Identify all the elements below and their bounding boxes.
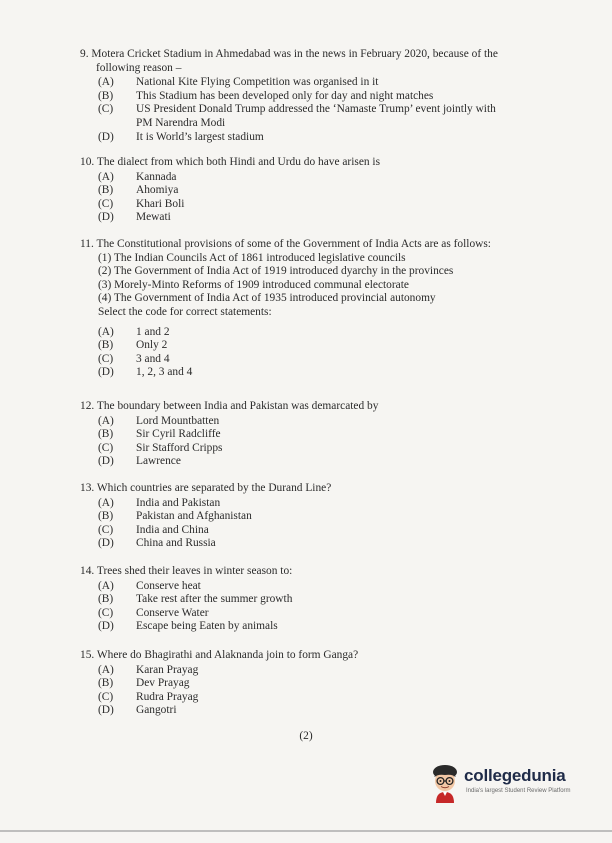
option-a: (A) India and Pakistan (98, 496, 221, 509)
option-a: (A) Conserve heat (98, 579, 201, 592)
question-number: 12. (80, 400, 95, 412)
statement-2: (2) The Government of India Act of 1919 introduced dyarchy in the provinces (98, 265, 454, 278)
question-text (80, 482, 550, 496)
option-d: (D) Mewati (98, 211, 171, 224)
option-b: (B) Dev Prayag (98, 677, 190, 690)
question-line: Which countries are separated by the Durand Line? (96, 482, 332, 494)
question-12 (80, 400, 550, 469)
option-c: (C) Rudra Prayag (98, 690, 199, 703)
option-d: (D) China and Russia (98, 537, 216, 550)
statement-3: (3) Morely-Minto Reforms of 1909 introduced communal electorate (98, 278, 409, 291)
question-line: Where do Bhagirathi and Alaknanda join to form Ganga? (96, 649, 359, 661)
question-line: following reason – (96, 61, 182, 74)
question-number: 11. (80, 238, 94, 250)
question-number: 13. (80, 482, 95, 494)
question-line: Trees shed their leaves in winter season to: (96, 565, 293, 577)
question-number: 9. (80, 48, 89, 60)
option-b: (B) Ahomiya (98, 184, 179, 197)
question-15 (80, 649, 550, 718)
options-list (80, 415, 550, 469)
options-list (80, 497, 550, 551)
option-d: (D) Gangotri (98, 704, 177, 717)
question-text (80, 400, 550, 414)
question-text (80, 649, 550, 663)
question-line: The boundary between India and Pakistan was demarcated by (96, 400, 379, 412)
statement-4: (4) The Government of India Act of 1935 introduced provincial autonomy (98, 292, 436, 305)
options-list (80, 326, 550, 380)
question-number: 15. (80, 649, 95, 661)
options-list (80, 580, 550, 634)
mascot-icon (428, 763, 462, 803)
question-text (80, 565, 550, 579)
question-line: The Constitutional provisions of some of the Government of India Acts are as follows: (96, 238, 491, 250)
statements-list (80, 252, 550, 320)
logo-name: collegedunia (464, 766, 566, 785)
question-number: 10. (80, 156, 95, 168)
option-d: (D) 1, 2, 3 and 4 (98, 366, 193, 379)
option-b: (B) Take rest after the summer growth (98, 593, 293, 606)
logo-tagline: India's largest Student Review Platform (466, 788, 571, 794)
question-14 (80, 565, 550, 634)
option-a: (A) Kannada (98, 170, 177, 183)
option-b: (B) Sir Cyril Radcliffe (98, 428, 221, 441)
option-c: (C) Sir Stafford Cripps (98, 441, 223, 454)
option-c: (C) 3 and 4 (98, 352, 170, 365)
question-9 (80, 48, 550, 144)
option-b: (B) Only 2 (98, 339, 168, 352)
option-d: (D) It is World’s largest stadium (98, 130, 264, 143)
question-13 (80, 482, 550, 551)
option-d: (D) Lawrence (98, 455, 181, 468)
option-c: (C) Conserve Water (98, 606, 209, 619)
question-text (80, 48, 550, 75)
question-line: The dialect from which both Hindi and Urdu do have arisen is (96, 156, 381, 168)
options-list (80, 171, 550, 225)
collegedunia-logo (428, 763, 598, 803)
option-c: (C) US President Donald Trump addressed the ‘Namaste Trump’ event jointly with PM Narendra Modi (98, 103, 496, 129)
question-11 (80, 238, 550, 380)
option-a: (A) National Kite Flying Competition was organised in it (98, 76, 379, 89)
select-instruction: Select the code for correct statements: (98, 305, 272, 318)
options-list (80, 664, 550, 718)
statement-1: (1) The Indian Councils Act of 1861 introduced legislative councils (98, 251, 406, 264)
option-c: (C) India and China (98, 523, 209, 536)
page-bottom-edge (0, 830, 612, 832)
option-b: (B) Pakistan and Afghanistan (98, 510, 252, 523)
option-d: (D) Escape being Eaten by animals (98, 620, 278, 633)
question-number: 14. (80, 565, 95, 577)
option-a: (A) Lord Mountbatten (98, 414, 220, 427)
question-text (80, 238, 550, 252)
option-a: (A) 1 and 2 (98, 325, 170, 338)
question-line: Motera Cricket Stadium in Ahmedabad was in the news in February 2020, because of the (91, 48, 498, 60)
options-list (80, 76, 550, 144)
question-10 (80, 156, 550, 225)
option-a: (A) Karan Prayag (98, 663, 199, 676)
question-text (80, 156, 550, 170)
page-number: (2) (299, 730, 313, 742)
option-c: (C) Khari Boli (98, 197, 185, 210)
option-b: (B) This Stadium has been developed only for day and night matches (98, 89, 434, 102)
